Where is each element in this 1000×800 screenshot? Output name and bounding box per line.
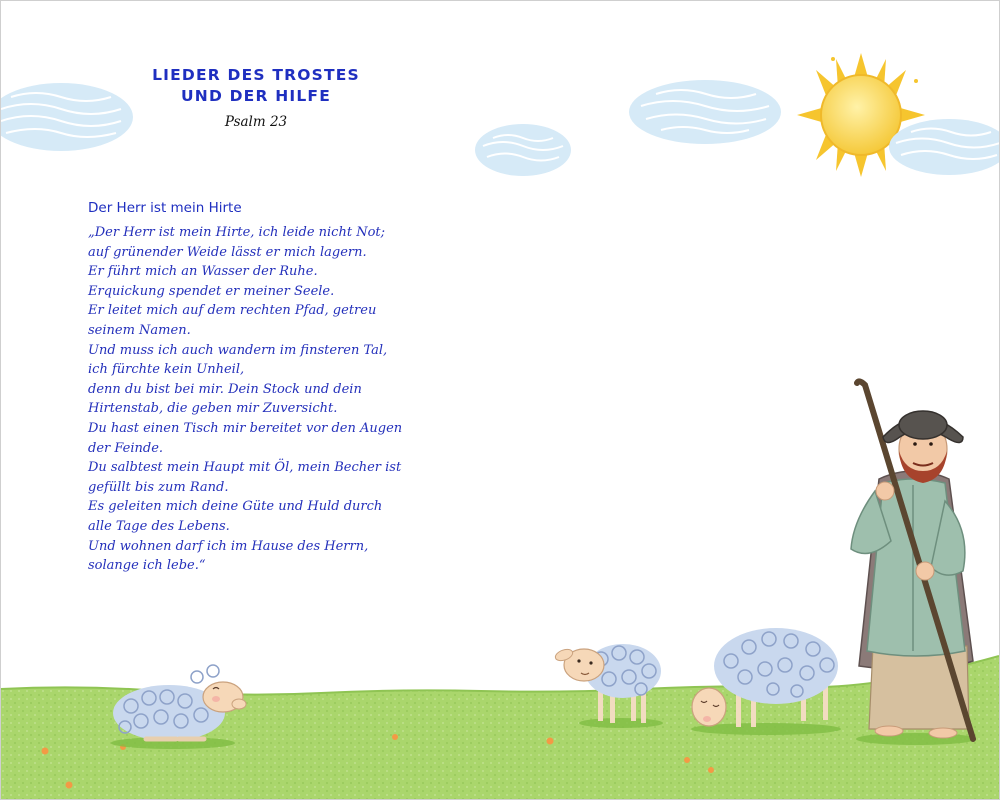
poem-line: Und muss ich auch wandern im finsteren Tal, <box>88 342 388 358</box>
poem-line: seinem Namen. <box>88 322 191 338</box>
poem-line: solange ich lebe.“ <box>88 558 206 574</box>
poem-line: Hirtenstab, die geben mir Zuversicht. <box>88 401 338 417</box>
poem-line: denn du bist bei mir. Dein Stock und dein <box>88 381 362 397</box>
cloud-middle <box>629 80 781 144</box>
poem-line: Erquickung spendet er meiner Seele. <box>88 283 335 299</box>
poem-line: Es geleiten mich deine Güte und Huld durch <box>88 499 383 515</box>
cloud-right <box>889 119 999 175</box>
poem-line: ich fürchte kein Unheil, <box>88 362 245 378</box>
heading-line-1: LIEDER DES TROSTES <box>152 66 360 84</box>
poem-line: Und wohnen darf ich im Hause des Herrn, <box>88 538 369 554</box>
page-heading <box>131 65 381 107</box>
cloud-middle-small <box>475 124 571 176</box>
poem-text <box>88 223 408 576</box>
poem-line: der Feinde. <box>88 440 164 456</box>
poem-line: Er leitet mich auf dem rechten Pfad, getreu <box>88 303 377 319</box>
poem-line: Er führt mich an Wasser der Ruhe. <box>88 264 318 280</box>
poem-line: gefüllt bis zum Rand. <box>88 479 229 495</box>
psalm-subtitle: Psalm 23 <box>224 114 288 130</box>
poem-line: Du salbtest mein Haupt mit Öl, mein Becher ist <box>88 460 402 476</box>
poem-line: „Der Herr ist mein Hirte, ich leide nicht Not; <box>88 225 385 240</box>
heading-line-2: UND DER HILFE <box>181 87 331 105</box>
poem-line: Du hast einen Tisch mir bereitet vor den Augen <box>88 420 403 436</box>
poem-line: auf grünender Weide lässt er mich lagern. <box>88 244 367 260</box>
poem-title: Der Herr ist mein Hirte <box>88 200 242 216</box>
cloud-left <box>1 83 133 151</box>
poem-line: alle Tage des Lebens. <box>88 518 230 534</box>
